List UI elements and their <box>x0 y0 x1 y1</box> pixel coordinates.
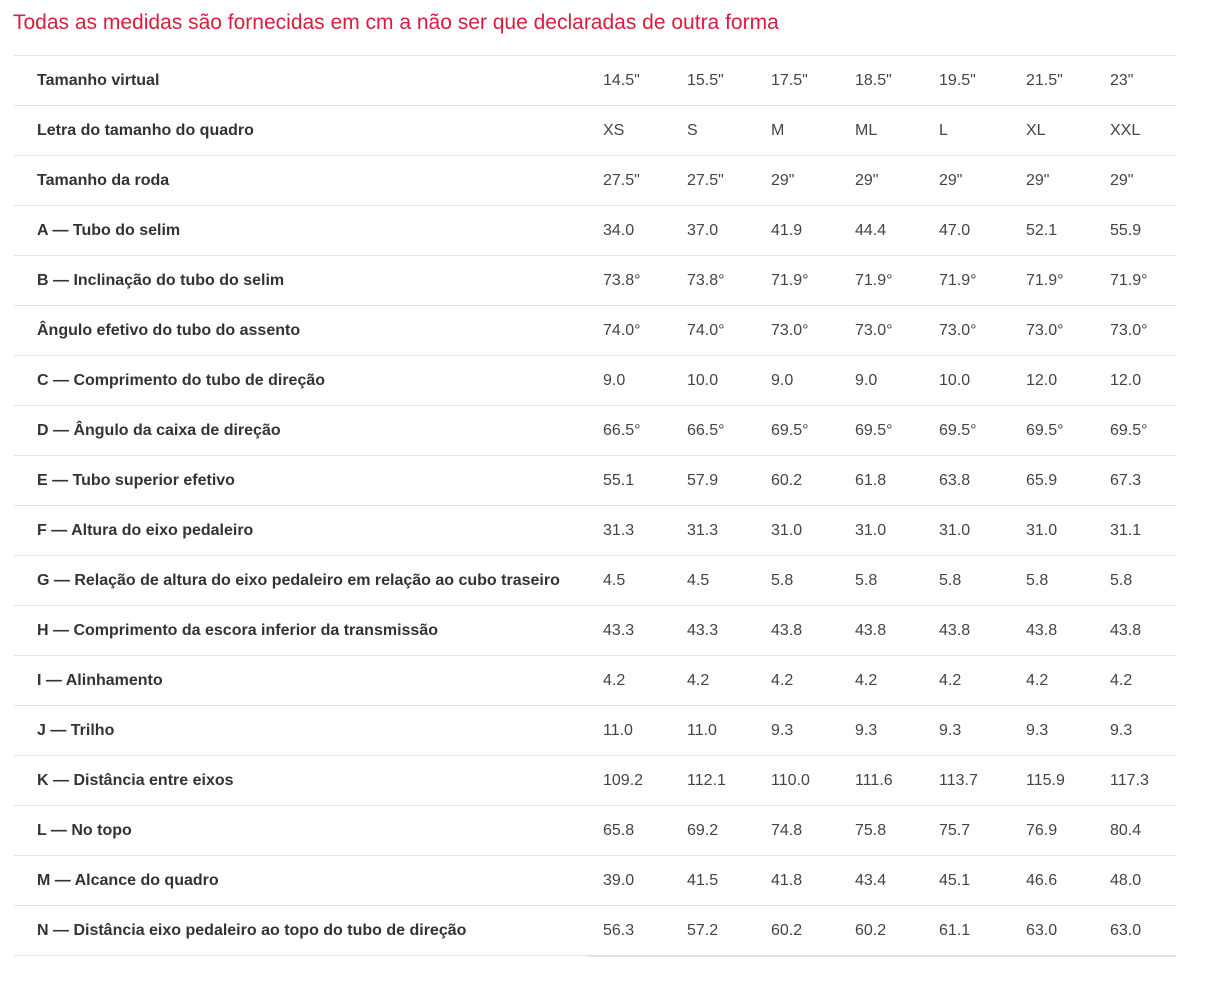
table-cell: 69.5° <box>841 406 925 456</box>
row-label: Tamanho virtual <box>14 56 589 106</box>
table-cell: 29" <box>1096 156 1176 206</box>
table-row <box>14 906 1176 956</box>
table-cell: 31.0 <box>1012 506 1096 556</box>
table-row <box>14 506 1176 556</box>
table-cell: 10.0 <box>925 356 1012 406</box>
row-label: A — Tubo do selim <box>14 206 589 256</box>
table-cell: 43.8 <box>1012 606 1096 656</box>
table-cell: 9.0 <box>757 356 841 406</box>
table-cell: 71.9° <box>925 256 1012 306</box>
table-cell: 4.2 <box>673 656 757 706</box>
table-cell: 60.2 <box>757 456 841 506</box>
table-cell: 11.0 <box>589 706 673 756</box>
row-label: B — Inclinação do tubo do selim <box>14 256 589 306</box>
table-row <box>14 556 1176 606</box>
table-cell: 9.3 <box>925 706 1012 756</box>
table-cell: 27.5" <box>589 156 673 206</box>
row-label: E — Tubo superior efetivo <box>14 456 589 506</box>
row-label: Ângulo efetivo do tubo do assento <box>14 306 589 356</box>
table-cell: 61.8 <box>841 456 925 506</box>
table-cell: 74.0° <box>673 306 757 356</box>
table-cell: 4.2 <box>841 656 925 706</box>
table-row <box>14 256 1176 306</box>
row-label: I — Alinhamento <box>14 656 589 706</box>
table-cell: 52.1 <box>1012 206 1096 256</box>
geometry-table-body <box>14 56 1176 956</box>
table-cell: 31.1 <box>1096 506 1176 556</box>
table-cell: 61.1 <box>925 906 1012 956</box>
table-cell: 69.2 <box>673 806 757 856</box>
table-cell: 80.4 <box>1096 806 1176 856</box>
table-cell: 110.0 <box>757 756 841 806</box>
table-cell: 43.8 <box>841 606 925 656</box>
table-row <box>14 756 1176 806</box>
table-cell: 31.3 <box>589 506 673 556</box>
table-cell: 4.2 <box>1096 656 1176 706</box>
table-cell: 55.1 <box>589 456 673 506</box>
table-cell: 75.8 <box>841 806 925 856</box>
table-cell: 9.3 <box>1096 706 1176 756</box>
table-cell: 66.5° <box>589 406 673 456</box>
row-label: C — Comprimento do tubo de direção <box>14 356 589 406</box>
table-cell: 45.1 <box>925 856 1012 906</box>
table-cell: 17.5" <box>757 56 841 106</box>
table-cell: 4.2 <box>1012 656 1096 706</box>
table-row <box>14 656 1176 706</box>
table-cell: 5.8 <box>1012 556 1096 606</box>
table-cell: XS <box>589 106 673 156</box>
row-label: M — Alcance do quadro <box>14 856 589 906</box>
table-cell: 34.0 <box>589 206 673 256</box>
table-cell: 48.0 <box>1096 856 1176 906</box>
table-cell: 65.8 <box>589 806 673 856</box>
table-row <box>14 706 1176 756</box>
table-cell: 41.8 <box>757 856 841 906</box>
table-cell: 47.0 <box>925 206 1012 256</box>
row-label: K — Distância entre eixos <box>14 756 589 806</box>
geometry-table <box>14 55 1176 956</box>
row-label: N — Distância eixo pedaleiro ao topo do tubo de direção <box>14 906 589 956</box>
table-cell: 44.4 <box>841 206 925 256</box>
table-cell: M <box>757 106 841 156</box>
table-cell: 37.0 <box>673 206 757 256</box>
table-cell: 73.8° <box>589 256 673 306</box>
table-cell: 9.3 <box>841 706 925 756</box>
table-cell: 18.5" <box>841 56 925 106</box>
table-cell: 31.0 <box>841 506 925 556</box>
table-cell: 43.8 <box>1096 606 1176 656</box>
table-row <box>14 406 1176 456</box>
table-cell: 63.0 <box>1012 906 1096 956</box>
table-cell: 29" <box>925 156 1012 206</box>
row-label: J — Trilho <box>14 706 589 756</box>
table-cell: 43.8 <box>925 606 1012 656</box>
table-cell: 60.2 <box>757 906 841 956</box>
row-label: L — No topo <box>14 806 589 856</box>
table-cell: 4.5 <box>673 556 757 606</box>
table-cell: 27.5" <box>673 156 757 206</box>
table-cell: L <box>925 106 1012 156</box>
table-cell: 69.5° <box>1012 406 1096 456</box>
table-cell: 73.0° <box>757 306 841 356</box>
table-cell: 12.0 <box>1096 356 1176 406</box>
table-cell: XL <box>1012 106 1096 156</box>
table-cell: 111.6 <box>841 756 925 806</box>
table-cell: ML <box>841 106 925 156</box>
table-row <box>14 856 1176 906</box>
table-cell: 60.2 <box>841 906 925 956</box>
table-cell: 21.5" <box>1012 56 1096 106</box>
table-cell: 63.8 <box>925 456 1012 506</box>
table-cell: 4.2 <box>589 656 673 706</box>
table-cell: 69.5° <box>925 406 1012 456</box>
table-cell: 31.0 <box>925 506 1012 556</box>
table-cell: 4.2 <box>925 656 1012 706</box>
row-label: H — Comprimento da escora inferior da transmissão <box>14 606 589 656</box>
table-cell: 71.9° <box>1096 256 1176 306</box>
table-cell: 43.8 <box>757 606 841 656</box>
table-cell: 109.2 <box>589 756 673 806</box>
table-row <box>14 356 1176 406</box>
table-cell: 5.8 <box>1096 556 1176 606</box>
table-cell: 71.9° <box>1012 256 1096 306</box>
table-cell: 9.0 <box>841 356 925 406</box>
table-cell: 12.0 <box>1012 356 1096 406</box>
table-cell: 74.8 <box>757 806 841 856</box>
table-row <box>14 456 1176 506</box>
table-cell: 117.3 <box>1096 756 1176 806</box>
table-cell: 43.3 <box>589 606 673 656</box>
measurement-notice: Todas as medidas são fornecidas em cm a não ser que declaradas de outra forma <box>13 11 779 34</box>
table-cell: 73.0° <box>925 306 1012 356</box>
table-cell: 41.9 <box>757 206 841 256</box>
table-cell: 11.0 <box>673 706 757 756</box>
table-cell: 69.5° <box>1096 406 1176 456</box>
table-cell: 15.5" <box>673 56 757 106</box>
table-cell: 29" <box>1012 156 1096 206</box>
table-cell: 57.2 <box>673 906 757 956</box>
table-cell: 74.0° <box>589 306 673 356</box>
table-cell: 14.5" <box>589 56 673 106</box>
table-cell: 112.1 <box>673 756 757 806</box>
table-cell: 63.0 <box>1096 906 1176 956</box>
table-cell: 56.3 <box>589 906 673 956</box>
table-cell: 71.9° <box>841 256 925 306</box>
table-cell: 73.0° <box>1096 306 1176 356</box>
table-cell: 46.6 <box>1012 856 1096 906</box>
table-cell: 31.0 <box>757 506 841 556</box>
table-cell: 66.5° <box>673 406 757 456</box>
table-cell: 71.9° <box>757 256 841 306</box>
table-cell: 31.3 <box>673 506 757 556</box>
table-cell: 115.9 <box>1012 756 1096 806</box>
table-cell: 4.2 <box>757 656 841 706</box>
table-row <box>14 106 1176 156</box>
table-cell: 5.8 <box>925 556 1012 606</box>
row-label: G — Relação de altura do eixo pedaleiro em relação ao cubo traseiro <box>14 556 589 606</box>
table-bottom-rule <box>587 956 1176 957</box>
row-label: F — Altura do eixo pedaleiro <box>14 506 589 556</box>
row-label: D — Ângulo da caixa de direção <box>14 406 589 456</box>
row-label: Tamanho da roda <box>14 156 589 206</box>
table-cell: 19.5" <box>925 56 1012 106</box>
table-cell: 9.3 <box>1012 706 1096 756</box>
table-row <box>14 806 1176 856</box>
table-row <box>14 606 1176 656</box>
table-cell: 9.3 <box>757 706 841 756</box>
table-cell: 29" <box>841 156 925 206</box>
table-cell: 10.0 <box>673 356 757 406</box>
table-cell: S <box>673 106 757 156</box>
table-cell: 55.9 <box>1096 206 1176 256</box>
table-row <box>14 56 1176 106</box>
table-cell: 5.8 <box>757 556 841 606</box>
table-cell: 9.0 <box>589 356 673 406</box>
table-cell: 76.9 <box>1012 806 1096 856</box>
table-cell: 73.0° <box>1012 306 1096 356</box>
row-label: Letra do tamanho do quadro <box>14 106 589 156</box>
table-cell: 39.0 <box>589 856 673 906</box>
table-cell: 29" <box>757 156 841 206</box>
table-row <box>14 156 1176 206</box>
table-cell: 73.8° <box>673 256 757 306</box>
table-cell: 75.7 <box>925 806 1012 856</box>
table-cell: 41.5 <box>673 856 757 906</box>
table-cell: 67.3 <box>1096 456 1176 506</box>
table-cell: 43.3 <box>673 606 757 656</box>
table-cell: 4.5 <box>589 556 673 606</box>
table-row <box>14 206 1176 256</box>
table-cell: 73.0° <box>841 306 925 356</box>
table-cell: 113.7 <box>925 756 1012 806</box>
table-cell: 23" <box>1096 56 1176 106</box>
table-cell: 43.4 <box>841 856 925 906</box>
table-cell: XXL <box>1096 106 1176 156</box>
table-row <box>14 306 1176 356</box>
table-cell: 5.8 <box>841 556 925 606</box>
table-cell: 65.9 <box>1012 456 1096 506</box>
table-cell: 57.9 <box>673 456 757 506</box>
table-cell: 69.5° <box>757 406 841 456</box>
